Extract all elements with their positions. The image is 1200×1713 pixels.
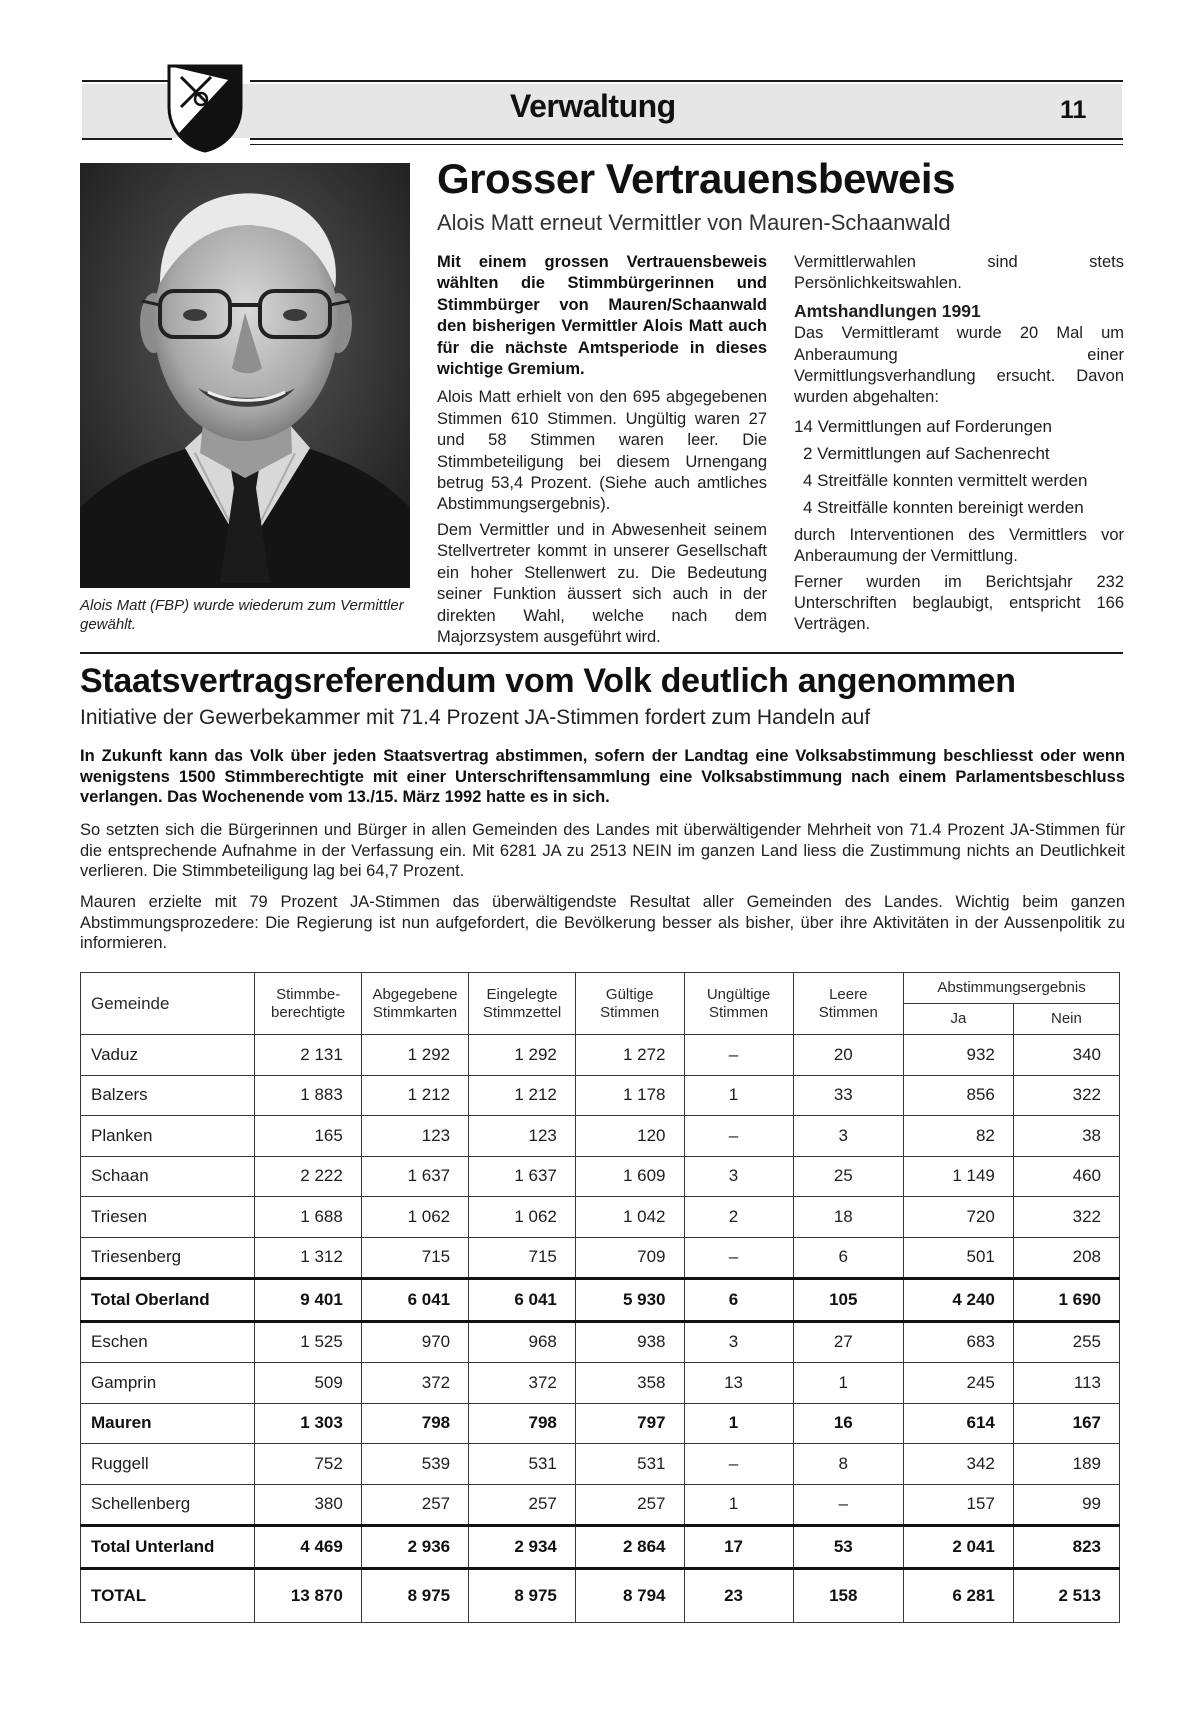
table-cell: 1 212 (469, 1075, 576, 1116)
table-cell: 968 (469, 1321, 576, 1363)
table-cell: 970 (361, 1321, 468, 1363)
table-cell: 257 (361, 1484, 468, 1526)
article-paragraph: durch Interventionen des Vermittlers vor Anberaumung der Vermittlung. (794, 525, 1124, 566)
table-cell-gemeinde: Eschen (81, 1321, 255, 1363)
list-item: 4 Streitfälle konnten vermittelt werden (803, 470, 1088, 490)
table-cell: 1 (684, 1075, 793, 1116)
table-cell: 1 178 (575, 1075, 684, 1116)
table-cell: 257 (575, 1484, 684, 1526)
coat-of-arms-icon (165, 63, 245, 153)
table-cell: 8 975 (469, 1568, 576, 1622)
table-row (81, 1363, 1120, 1404)
table-cell: 342 (904, 1444, 1014, 1485)
table-cell: 322 (1013, 1197, 1119, 1238)
table-cell: 13 870 (255, 1568, 361, 1622)
table-cell: 2 934 (469, 1526, 576, 1569)
table-cell: – (684, 1116, 793, 1157)
table-cell: 3 (793, 1116, 903, 1157)
table-cell: 165 (255, 1116, 361, 1157)
table-cell: 372 (361, 1363, 468, 1404)
column-header-line: Stimmbe- berechtigte (271, 985, 346, 1021)
article-paragraph: Alois Matt erhielt von den 695 abgegebenen Stimmen 610 Stimmen. Ungültig waren 27 und 58 Stimmen waren leer. Die Stimmbeteiligung bei diesem Urnengang betrug 53,4 Prozent. (Siehe auch amtliches Abstimmungsergebnis). (437, 388, 767, 514)
table-cell: 1 062 (361, 1197, 468, 1238)
article-lead: Mit einem grossen Vertrauensbeweis wählten die Stimmbürgerinnen und Stimmbürger von Mauren/Schaanwald den bisherigen Vermittler Alois Matt auch für die nächste Amtsperiode in dieses wichtige Gremium. (437, 253, 767, 379)
table-cell: 1 272 (575, 1035, 684, 1076)
table-cell: 2 936 (361, 1526, 468, 1569)
table-cell: 1 212 (361, 1075, 468, 1116)
page-number: 11 (1060, 96, 1087, 124)
section-divider (80, 652, 1123, 654)
table-cell-gemeinde: Schaan (81, 1156, 255, 1197)
column-header (255, 973, 361, 1035)
table-row (81, 1526, 1120, 1569)
article-subtitle: Alois Matt erneut Vermittler von Mauren-Schaanwald (437, 210, 951, 235)
table-cell: 257 (469, 1484, 576, 1526)
table-cell-gemeinde: TOTAL (81, 1568, 255, 1622)
table-cell-gemeinde: Vaduz (81, 1035, 255, 1076)
table-cell: 1 292 (361, 1035, 468, 1076)
table-cell-gemeinde: Triesen (81, 1197, 255, 1238)
column-header-line: Leere Stimmen (818, 985, 878, 1021)
table-cell: 13 (684, 1363, 793, 1404)
table-cell: 120 (575, 1116, 684, 1157)
table-row (81, 1116, 1120, 1157)
table-cell-gemeinde: Total Unterland (81, 1526, 255, 1569)
header-rule (82, 80, 172, 82)
section-title: Verwaltung (510, 88, 676, 124)
table-cell: 1 637 (469, 1156, 576, 1197)
table-cell: 3 (684, 1321, 793, 1363)
table-row (81, 1403, 1120, 1444)
table-cell: 9 401 (255, 1279, 361, 1322)
table-cell: 3 (684, 1156, 793, 1197)
table-cell: 5 930 (575, 1279, 684, 1322)
table-cell: 27 (793, 1321, 903, 1363)
table-cell: 2 864 (575, 1526, 684, 1569)
table-cell: 8 (793, 1444, 903, 1485)
table-cell: 932 (904, 1035, 1014, 1076)
table-cell: 1 (684, 1403, 793, 1444)
article-subtitle: Initiative der Gewerbekammer mit 71.4 Prozent JA-Stimmen fordert zum Handeln auf (80, 706, 871, 729)
table-cell-gemeinde: Planken (81, 1116, 255, 1157)
table-cell: 158 (793, 1568, 903, 1622)
table-cell: 1 883 (255, 1075, 361, 1116)
table-cell-gemeinde: Gamprin (81, 1363, 255, 1404)
table-cell: 25 (793, 1156, 903, 1197)
photo-caption: Alois Matt (FBP) wurde wiederum zum Vermittler gewählt. (80, 597, 404, 633)
table-cell: 797 (575, 1403, 684, 1444)
table-cell: 38 (1013, 1116, 1119, 1157)
table-cell: 720 (904, 1197, 1014, 1238)
table-cell: 6 041 (361, 1279, 468, 1322)
table-row (81, 1075, 1120, 1116)
column-header: Nein (1013, 1004, 1119, 1035)
table-cell: 255 (1013, 1321, 1119, 1363)
table-cell: 683 (904, 1321, 1014, 1363)
article-paragraph: Das Vermittleramt wurde 20 Mal um Anberaumung einer Vermittlungsverhandlung ersucht. Davon wurden abgehalten: (794, 324, 1124, 407)
header-rule (82, 138, 172, 140)
column-header-line: Gültige Stimmen (600, 985, 660, 1021)
table-cell: 1 (684, 1484, 793, 1526)
table-cell: 2 513 (1013, 1568, 1119, 1622)
table-cell: 614 (904, 1403, 1014, 1444)
activity-list (794, 413, 1124, 521)
table-cell: 113 (1013, 1363, 1119, 1404)
table-cell: 531 (575, 1444, 684, 1485)
portrait-photo (80, 163, 410, 588)
table-cell: 531 (469, 1444, 576, 1485)
table-cell: 1 303 (255, 1403, 361, 1444)
table-cell: 20 (793, 1035, 903, 1076)
table-cell: 358 (575, 1363, 684, 1404)
table-cell: 938 (575, 1321, 684, 1363)
table-row (81, 1484, 1120, 1526)
table-cell: 2 041 (904, 1526, 1014, 1569)
header-rule (250, 80, 1123, 82)
table-cell: 17 (684, 1526, 793, 1569)
table-cell: 4 469 (255, 1526, 361, 1569)
table-cell: 99 (1013, 1484, 1119, 1526)
table-cell: 2 222 (255, 1156, 361, 1197)
article-paragraph: Mauren erzielte mit 79 Prozent JA-Stimmen das überwältigendste Resultat aller Gemeinden des Landes. Wichtig beim ganzen Abstimmungsprozedere: Die Regierung ist nun aufgefordert, die Bevölkerung besser als bisher, über ihre Aktivitäten in der Aussenpolitik zu informieren. (80, 893, 1125, 952)
table-cell: 460 (1013, 1156, 1119, 1197)
table-cell: 1 149 (904, 1156, 1014, 1197)
table-cell: 6 (684, 1279, 793, 1322)
table-cell: 340 (1013, 1035, 1119, 1076)
table-cell: 6 041 (469, 1279, 576, 1322)
table-cell: 4 240 (904, 1279, 1014, 1322)
table-cell: 123 (469, 1116, 576, 1157)
table-row (81, 1444, 1120, 1485)
table-cell: 1 (793, 1363, 903, 1404)
table-cell: 798 (469, 1403, 576, 1444)
table-cell-gemeinde: Balzers (81, 1075, 255, 1116)
table-cell: 82 (904, 1116, 1014, 1157)
table-cell: 539 (361, 1444, 468, 1485)
table-cell: 167 (1013, 1403, 1119, 1444)
table-cell-gemeinde: Triesenberg (81, 1237, 255, 1279)
table-body (81, 1035, 1120, 1623)
table-cell-gemeinde: Total Oberland (81, 1279, 255, 1322)
article-paragraph: So setzten sich die Bürgerinnen und Bürger in allen Gemeinden des Landes mit überwältigender Mehrheit von 71.4 Prozent JA-Stimmen für die entsprechende Aufnahme in der Verfassung ein. Mit 6281 JA zu 2513 NEIN im ganzen Land liess die Zustimmung nichts an Deutlichkeit verlieren. Die Stimmbeteiligung lag bei 64,7 Prozent. (80, 821, 1125, 880)
table-cell: 8 975 (361, 1568, 468, 1622)
table-cell: 715 (469, 1237, 576, 1279)
article-lead: In Zukunft kann das Volk über jeden Staatsvertrag abstimmen, sofern der Landtag eine Volksabstimmung beschliesst oder wenn wenigstens 1500 Stimmberechtigte mit einer Unterschriftensammlung eine Volksabstimmung nach einem Parlamentsbeschluss verlangen. Das Wochenende vom 13./15. März 1992 hatte es in sich. (80, 747, 1125, 806)
table-cell: 245 (904, 1363, 1014, 1404)
column-header (361, 973, 468, 1035)
table-cell: 6 281 (904, 1568, 1014, 1622)
article-column-right (794, 252, 1124, 640)
table-cell-gemeinde: Mauren (81, 1403, 255, 1444)
column-header: Ja (904, 1004, 1014, 1035)
table-cell: 752 (255, 1444, 361, 1485)
table-cell: 33 (793, 1075, 903, 1116)
header-rule (250, 138, 1123, 140)
table-cell: 23 (684, 1568, 793, 1622)
table-cell: – (684, 1444, 793, 1485)
article-title: Grosser Vertrauensbeweis (437, 155, 955, 202)
table-cell: 715 (361, 1237, 468, 1279)
column-header-line: Ungültige Stimmen (706, 985, 771, 1021)
article-column-left (437, 252, 767, 652)
table-cell: 189 (1013, 1444, 1119, 1485)
article-subheading: Amtshandlungen 1991 (794, 300, 981, 321)
table-row (81, 1197, 1120, 1238)
table-cell: 8 794 (575, 1568, 684, 1622)
table-cell: 1 312 (255, 1237, 361, 1279)
table-row (81, 1568, 1120, 1622)
list-item: 2 Vermittlungen auf Sachenrecht (803, 443, 1050, 463)
article-paragraph: Dem Vermittler und in Abwesenheit seinem Stellvertreter kommt in unserer Gesellschaft ein hoher Stellenwert zu. Die Bedeutung seiner Funktion äussert sich auch in der direkten Wahl, welche nach dem Majorzsystem ausgeführt wird. (437, 520, 767, 646)
table-row (81, 1237, 1120, 1279)
table-cell: 709 (575, 1237, 684, 1279)
column-header (469, 973, 576, 1035)
table-cell: 2 131 (255, 1035, 361, 1076)
table-row (81, 1321, 1120, 1363)
table-cell: 53 (793, 1526, 903, 1569)
table-cell: 372 (469, 1363, 576, 1404)
column-header-line: Abgegebene Stimmkarten (372, 985, 458, 1021)
table-cell: 6 (793, 1237, 903, 1279)
list-item: 14 Vermittlungen auf Forderungen (794, 416, 1053, 436)
table-cell: – (684, 1237, 793, 1279)
table-cell: 1 525 (255, 1321, 361, 1363)
table-cell-gemeinde: Ruggell (81, 1444, 255, 1485)
table-cell: – (793, 1484, 903, 1526)
table-cell: – (684, 1035, 793, 1076)
table-cell: 2 (684, 1197, 793, 1238)
table-cell: 1 688 (255, 1197, 361, 1238)
table-row (81, 1279, 1120, 1322)
column-header-line: Eingelegte Stimmzettel (482, 985, 562, 1021)
table-cell: 1 609 (575, 1156, 684, 1197)
table-cell: 798 (361, 1403, 468, 1444)
table-cell: 823 (1013, 1526, 1119, 1569)
results-table (80, 972, 1120, 1623)
table-cell: 1 637 (361, 1156, 468, 1197)
table-cell: 1 062 (469, 1197, 576, 1238)
table-cell: 105 (793, 1279, 903, 1322)
column-header (684, 973, 793, 1035)
table-cell: 856 (904, 1075, 1014, 1116)
table-cell: 509 (255, 1363, 361, 1404)
table-cell: 208 (1013, 1237, 1119, 1279)
table-cell-gemeinde: Schellenberg (81, 1484, 255, 1526)
table-cell: 501 (904, 1237, 1014, 1279)
column-header (575, 973, 684, 1035)
table-cell: 1 690 (1013, 1279, 1119, 1322)
table-row (81, 1035, 1120, 1076)
table-header-row (81, 973, 1120, 1004)
header-rule (250, 144, 1123, 145)
column-header: Gemeinde (81, 973, 255, 1035)
article-title: Staatsvertragsreferendum vom Volk deutlich angenommen (80, 662, 1016, 700)
table-cell: 380 (255, 1484, 361, 1526)
column-header (793, 973, 903, 1035)
table-cell: 1 042 (575, 1197, 684, 1238)
table-row (81, 1156, 1120, 1197)
table-cell: 1 292 (469, 1035, 576, 1076)
article-paragraph: Vermittlerwahlen sind stets Persönlichkeitswahlen. (794, 253, 1124, 293)
table-cell: 18 (793, 1197, 903, 1238)
table-cell: 157 (904, 1484, 1014, 1526)
column-group-header: Abstimmungsergebnis (904, 973, 1120, 1004)
table-cell: 322 (1013, 1075, 1119, 1116)
article-paragraph: Ferner wurden im Berichtsjahr 232 Unterschriften beglaubigt, entspricht 166 Verträgen. (794, 572, 1124, 634)
table-cell: 123 (361, 1116, 468, 1157)
table-cell: 16 (793, 1403, 903, 1444)
list-item: 4 Streitfälle konnten bereinigt werden (803, 497, 1084, 517)
